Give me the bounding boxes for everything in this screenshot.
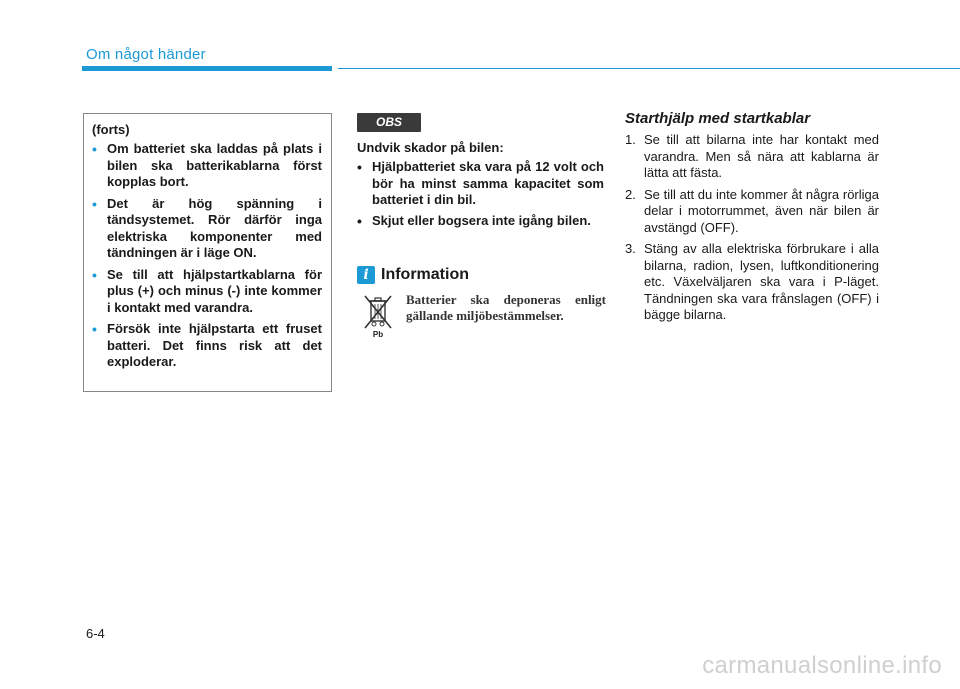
warning-item: • Det är hög spänning i tändsystemet. Rör därför inga elektriska komponenter med tändningen är i läge ON. <box>92 195 322 260</box>
obs-list <box>357 159 604 229</box>
bullet-icon: • <box>357 212 362 229</box>
info-icon: i <box>357 266 375 284</box>
warning-item: • Se till att hjälpstartkablarna för plus (+) och minus (-) inte kommer i kontakt med varandra. <box>92 266 322 315</box>
bullet-icon: • <box>92 195 97 212</box>
information-text: Batterier ska deponeras enligt gällande miljöbestämmelser. <box>406 292 606 323</box>
obs-content <box>357 140 604 233</box>
jump-start-title: Starthjälp med startkablar <box>625 110 811 127</box>
warning-item: • Försök inte hjälpstarta ett fruset batteri. Det finns risk att det exploderar. <box>92 321 322 369</box>
jump-start-step: 2. Se till att du inte kommer åt några rörliga delar i motorrummet, även när bilen är avstängd (OFF). <box>625 186 879 235</box>
jump-start-section <box>625 110 879 329</box>
warning-list <box>92 141 322 371</box>
page-number: 6-4 <box>86 626 105 641</box>
recycle-label: Pb <box>372 330 384 339</box>
information-heading <box>357 266 469 288</box>
watermark: carmanualsonline.info <box>702 652 942 679</box>
bullet-icon: • <box>92 141 97 157</box>
crossed-bin-graphic <box>358 293 398 331</box>
header-rule-thick <box>82 66 332 71</box>
obs-badge: OBS <box>357 113 421 132</box>
jump-start-step: 1. Se till att bilarna inte har kontakt med varandra. Men så nära att kablarna är lätta att fästa. <box>625 132 879 180</box>
obs-item: • Hjälpbatteriet ska vara på 12 volt och bör ha minst samma kapacitet som batteriet i din bil. <box>357 159 604 207</box>
section-title: Om något händer <box>86 46 206 63</box>
warning-item: • Om batteriet ska laddas på plats i bilen ska batterikablarna först kopplas bort. <box>92 141 322 189</box>
bullet-icon: • <box>92 321 97 337</box>
jump-start-step: 3. Stäng av alla elektriska förbrukare i alla bilarna, radion, lysen, luftkonditionering etc. Växelväljaren ska vara i P-läget. Tändningen ska vara frånslagen (OFF) i bägge bilarna. <box>625 241 879 322</box>
warning-continued-label: (forts) <box>92 122 130 137</box>
obs-item: • Skjut eller bogsera inte igång bilen. <box>357 212 591 229</box>
bullet-icon: • <box>92 266 97 283</box>
jump-start-steps <box>625 132 879 324</box>
crossed-bin-icon <box>358 293 398 339</box>
information-title: Information <box>381 266 469 283</box>
obs-heading: Undvik skador på bilen: <box>357 140 504 155</box>
bullet-icon: • <box>357 159 362 175</box>
header-rule-thin <box>338 68 960 69</box>
warning-box <box>83 113 332 392</box>
